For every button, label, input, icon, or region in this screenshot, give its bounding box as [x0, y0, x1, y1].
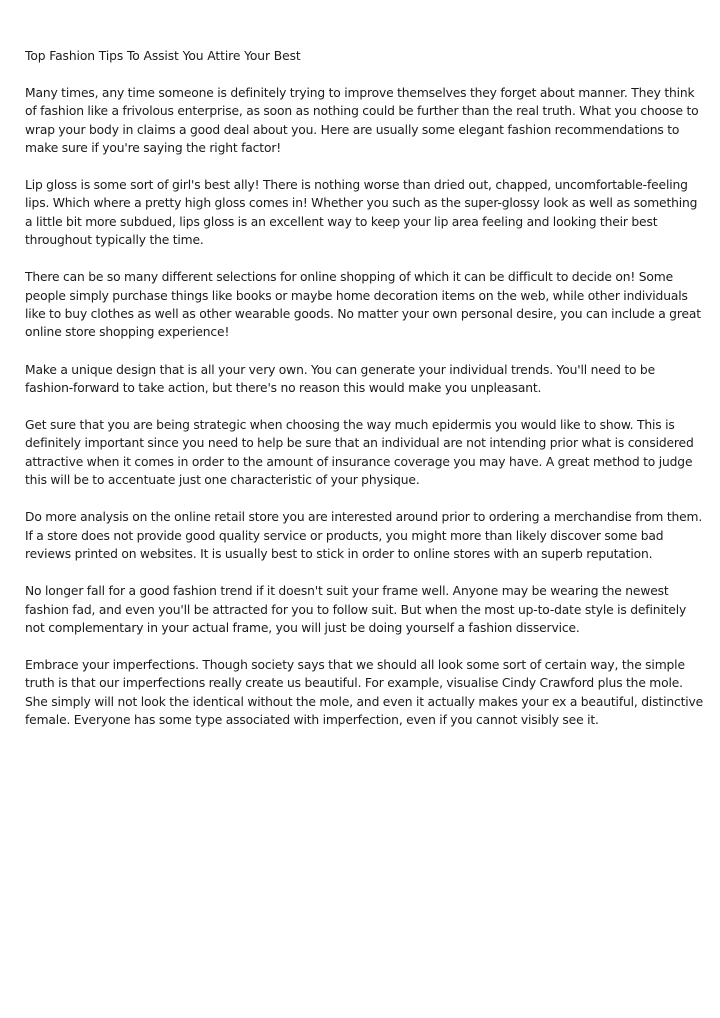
- paragraph: Embrace your imperfections. Though society says that we should all look some sort of certain way, the simple truth is that our imperfections really create us beautiful. For example, visualise Cindy Crawford plus the mole. She simply will not look the identical without the mole, and even it actually makes your ex a beautiful, distinctive female. Everyone has some type associated with imperfection, even if you cannot visibly see it.: [25, 658, 704, 728]
- paragraph: Lip gloss is some sort of girl's best ally! There is nothing worse than dried out, chapped, uncomfortable-feeling lips. Which where a pretty high gloss comes in! Whether you such as the super-glossy look as well as something a little bit more subdued, lips gloss is an excellent way to keep your lip area feeling and looking their best throughout typically the time.: [25, 178, 698, 248]
- paragraph: Get sure that you are being strategic when choosing the way much epidermis you would like to show. This is definitely important since you need to help be sure that an individual are not intending prior what is considered attractive when it comes in order to the amount of insurance coverage you may have. A great method to judge this will be to accentuate just one characteristic of your physique.: [25, 418, 694, 488]
- paragraph: There can be so many different selections for online shopping of which it can be difficult to decide on! Some people simply purchase things like books or maybe home decoration items on the web, while other individuals like to buy clothes as well as other wearable goods. No matter your own personal desire, you can include a great online store shopping experience!: [25, 270, 701, 340]
- paragraph: Do more analysis on the online retail store you are interested around prior to ordering a merchandise from them. If a store does not provide good quality service or products, you might more than likely discover some bad reviews printed on websites. It is usually best to stick in order to online stores with an superb reputation.: [25, 510, 703, 561]
- paragraph: Many times, any time someone is definitely trying to improve themselves they forget about manner. They think of fashion like a frivolous enterprise, as soon as nothing could be further than the real truth. What you choose to wrap your body in claims a good deal about you. Here are usually some elegant fashion recommendations to make sure if you're saying the right factor!: [25, 86, 699, 155]
- paragraph: No longer fall for a good fashion trend if it doesn't suit your frame well. Anyone may be wearing the newest fashion fad, and even you'll be attracted for you to follow suit. But when the most up-to-date style is definitely not complementary in your actual frame, you will just be doing yourself a fashion disservice.: [25, 584, 687, 635]
- paragraph: Make a unique design that is all your very own. You can generate your individual trends. You'll need to be fashion-forward to take action, but there's no reason this would make you unpleasant.: [25, 362, 655, 395]
- document-title: Top Fashion Tips To Assist You Attire Your Best: [25, 49, 301, 63]
